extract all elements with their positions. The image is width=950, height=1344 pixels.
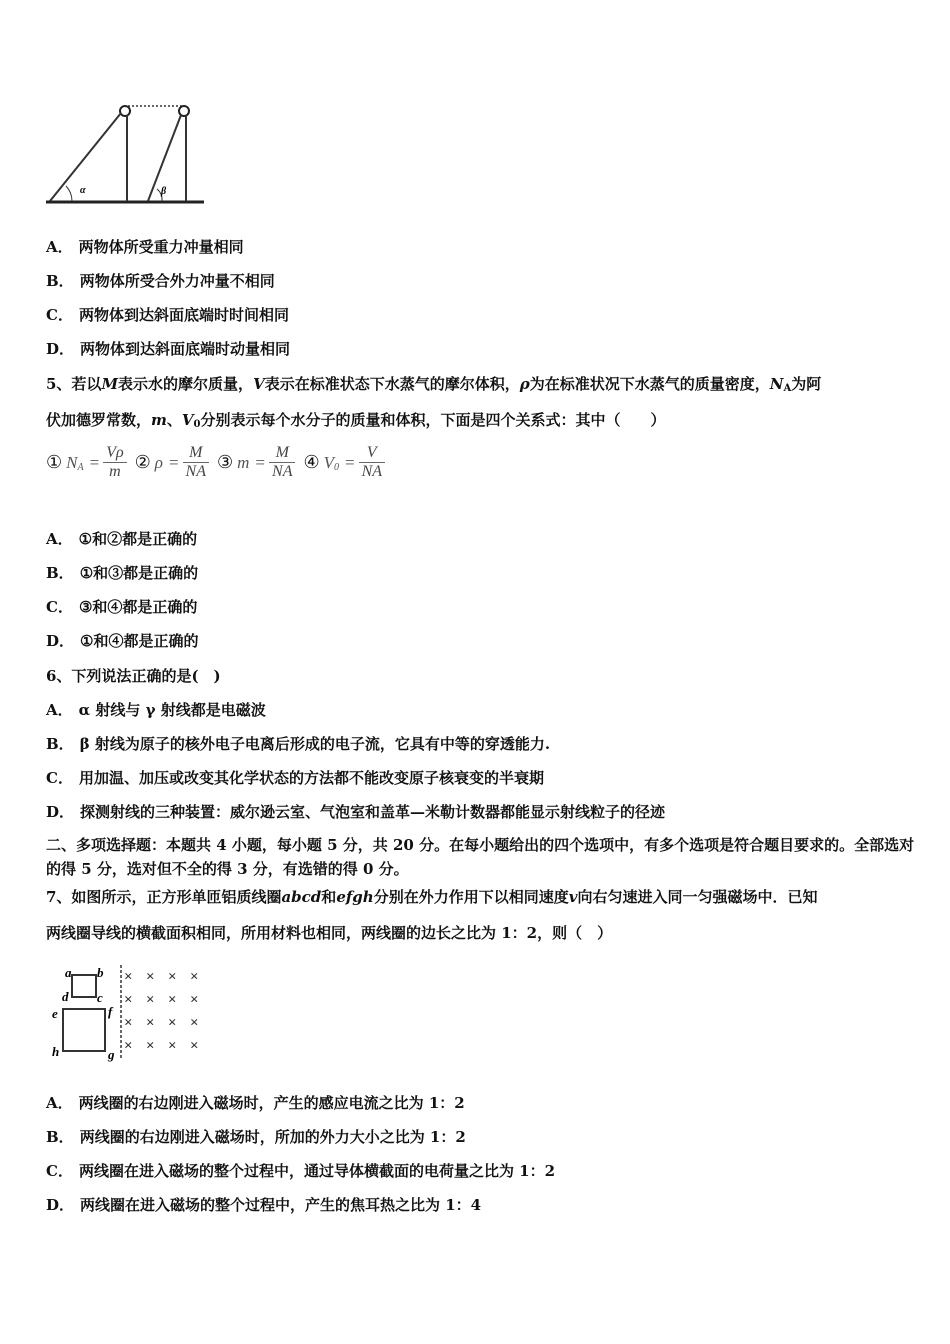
option-text: 两线圈的右边刚进入磁场时，产生的感应电流之比为 1：2 <box>78 1094 465 1112</box>
option-letter: D． <box>46 803 75 821</box>
lhs-symbol: m <box>237 452 250 472</box>
subscript: 0 <box>193 419 201 430</box>
formula-lhs <box>155 453 163 473</box>
coils-field-figure <box>46 957 216 1067</box>
lhs-subscript: 0 <box>334 461 339 473</box>
symbol-efgh: efgh <box>336 888 374 906</box>
fraction <box>103 444 126 481</box>
q5-option-a <box>46 528 197 549</box>
option-letter: B． <box>46 272 74 290</box>
denominator: NA <box>272 463 293 480</box>
option-letter: C． <box>46 306 73 324</box>
text: 5、若以 <box>46 375 102 393</box>
field-cross: × <box>146 969 155 985</box>
option-text: ①和④都是正确的 <box>80 632 199 650</box>
label-c: c <box>97 990 103 1005</box>
option-letter: D． <box>46 340 75 358</box>
option-text: β 射线为原子的核外电子电离后形成的电子流，它具有中等的穿透能力. <box>79 735 551 753</box>
option-letter: C． <box>46 769 73 787</box>
field-cross: × <box>168 1038 177 1054</box>
denominator: NA <box>185 463 206 480</box>
pulley-left <box>120 106 130 116</box>
q6-stem <box>46 665 221 686</box>
text: 伏加德罗常数， <box>46 411 152 429</box>
label-b: b <box>97 965 104 980</box>
option-letter: C． <box>46 598 73 616</box>
field-cross: × <box>124 969 133 985</box>
formula-3 <box>217 444 295 481</box>
option-text: 两物体所受合外力冲量不相同 <box>79 272 275 290</box>
symbol-V0: V <box>181 411 194 429</box>
text: 为阿 <box>791 375 822 393</box>
option-letter: A． <box>46 1094 73 1112</box>
text: 、 <box>166 411 182 429</box>
option-letter: B． <box>46 735 74 753</box>
option-letter: D． <box>46 1196 75 1214</box>
option-letter: B． <box>46 564 74 582</box>
lhs-symbol: V <box>323 452 334 472</box>
field-cross: × <box>168 969 177 985</box>
option-text: 两线圈在进入磁场的整个过程中，产生的焦耳热之比为 1：4 <box>80 1196 482 1214</box>
equals-sign: = <box>168 452 179 472</box>
numerator: M <box>269 444 295 463</box>
symbol-rho: ρ <box>519 375 530 393</box>
option-letter: D． <box>46 632 75 650</box>
option-letter: B． <box>46 1128 74 1146</box>
coil-abcd <box>72 975 96 997</box>
lhs-symbol: N <box>66 452 78 472</box>
lhs-subscript: A <box>77 461 84 473</box>
field-cross: × <box>190 992 199 1008</box>
fraction <box>183 444 209 481</box>
text: 和 <box>321 888 337 906</box>
field-cross: × <box>124 1038 133 1054</box>
option-text: α 射线与 γ 射线都是电磁波 <box>78 701 266 719</box>
symbol-v: v <box>568 888 578 906</box>
equals-sign: = <box>255 452 266 472</box>
lhs-symbol: ρ <box>154 452 163 472</box>
q5-stem-line1 <box>46 373 821 394</box>
field-cross: × <box>146 992 155 1008</box>
fraction <box>359 444 385 481</box>
symbol-V: V <box>253 375 265 393</box>
option-text: 两物体到达斜面底端时时间相同 <box>78 306 289 324</box>
label-a: a <box>65 965 72 980</box>
text: 向右匀速进入同一匀强磁场中．已知 <box>577 888 818 906</box>
text: 为在标准状况下水蒸气的质量密度， <box>529 375 770 393</box>
subscript: A <box>783 383 792 394</box>
field-cross: × <box>190 969 199 985</box>
text: 7、如图所示，正方形单匝铝质线圈 <box>46 888 282 906</box>
q4-option-a <box>46 236 244 257</box>
numerator: Vρ <box>103 444 126 463</box>
q5-stem-line2 <box>46 409 666 430</box>
q5-option-c <box>46 596 197 617</box>
question-text: 两线圈导线的横截面积相同，所用材料也相同，两线圈的边长之比为 1：2，则（ ） <box>46 924 613 942</box>
label-d: d <box>62 989 69 1004</box>
text: 分别表示每个水分子的质量和体积，下面是四个关系式：其中（ ） <box>200 411 666 429</box>
formula-number: ③ <box>217 452 234 473</box>
option-text: 两线圈的右边刚进入磁场时，所加的外力大小之比为 1：2 <box>79 1128 466 1146</box>
option-text: 用加温、加压或改变其化学状态的方法都不能改变原子核衰变的半衰期 <box>78 769 544 787</box>
q4-option-b <box>46 270 275 291</box>
option-letter: A． <box>46 701 73 719</box>
q5-option-d <box>46 630 198 651</box>
option-text: 两线圈在进入磁场的整个过程中，通过导体横截面的电荷量之比为 1：2 <box>78 1162 556 1180</box>
formula-lhs <box>66 453 83 473</box>
option-text: 两物体到达斜面底端时动量相同 <box>80 340 291 358</box>
formula-2 <box>135 444 209 481</box>
option-text: 两物体所受重力冲量相同 <box>78 238 244 256</box>
q7-option-b <box>46 1126 466 1147</box>
field-cross: × <box>124 992 133 1008</box>
option-text: ①和③都是正确的 <box>79 564 199 582</box>
field-cross: × <box>146 1038 155 1054</box>
label-f: f <box>108 1004 113 1019</box>
pulley-right <box>179 106 189 116</box>
formula-lhs <box>237 453 249 473</box>
field-cross: × <box>168 1015 177 1031</box>
q7-stem-line2 <box>46 922 612 943</box>
question-text: 6、下列说法正确的是( ) <box>46 667 221 685</box>
symbol-abcd: abcd <box>281 888 322 906</box>
option-letter: C． <box>46 1162 73 1180</box>
q5-formulas <box>46 444 393 481</box>
denominator: m <box>109 463 121 480</box>
label-h: h <box>52 1044 60 1059</box>
field-cross: × <box>146 1015 155 1031</box>
equals-sign: = <box>89 452 100 472</box>
label-alpha: α <box>80 185 86 196</box>
q6-option-c <box>46 767 544 788</box>
label-e: e <box>52 1006 58 1021</box>
q6-option-b <box>46 733 550 754</box>
equals-sign: = <box>345 452 355 472</box>
angle-arc-alpha <box>66 186 72 201</box>
formula-4 <box>303 444 385 481</box>
q7-stem-line1 <box>46 886 817 907</box>
section-2-header: 二、多项选择题：本题共 4 小题，每小题 5 分，共 20 分。在每小题给出的四个选项中，有多个选项是符合题目要求的。全部选对的得 5 分，选对但不全的得 3 分，有选错的得 0 分。 <box>46 836 915 878</box>
symbol-M: M <box>101 375 119 393</box>
label-g: g <box>108 1047 115 1062</box>
q6-option-a <box>46 699 266 720</box>
formula-1 <box>46 444 127 481</box>
field-cross: × <box>124 1015 133 1031</box>
field-cross: × <box>190 1038 199 1054</box>
field-cross: × <box>168 992 177 1008</box>
formula-number: ④ <box>303 452 320 473</box>
option-letter: A． <box>46 530 73 548</box>
q4-option-c <box>46 304 289 325</box>
q7-option-a <box>46 1092 465 1113</box>
denominator: NA <box>361 463 383 480</box>
option-text: ③和④都是正确的 <box>78 598 198 616</box>
q7-option-c <box>46 1160 555 1181</box>
q4-option-d <box>46 338 290 359</box>
symbol-m: m <box>151 411 167 429</box>
option-text: 探测射线的三种装置：威尔逊云室、气泡室和盖革—米勒计数器都能显示射线粒子的径迹 <box>80 803 666 821</box>
symbol-NA: N <box>769 375 784 393</box>
field-cross: × <box>190 1015 199 1031</box>
coil-efgh <box>63 1009 105 1051</box>
formula-number: ② <box>134 452 151 473</box>
text: 表示在标准状态下水蒸气的摩尔体积， <box>264 375 520 393</box>
numerator: M <box>183 444 209 463</box>
q5-option-b <box>46 562 198 583</box>
text: 分别在外力作用下以相同速度 <box>373 888 569 906</box>
q7-option-d <box>46 1194 481 1215</box>
magnetic-field-crosses <box>124 969 199 1054</box>
q6-option-d <box>46 801 665 822</box>
formula-number: ① <box>46 452 63 473</box>
formula-lhs <box>324 453 339 473</box>
fraction <box>269 444 295 481</box>
label-beta: β <box>161 186 167 197</box>
option-letter: A． <box>46 238 73 256</box>
numerator: V <box>359 444 385 463</box>
inclines-figure <box>44 98 214 210</box>
text: 表示水的摩尔质量， <box>118 375 254 393</box>
option-text: ①和②都是正确的 <box>78 530 198 548</box>
